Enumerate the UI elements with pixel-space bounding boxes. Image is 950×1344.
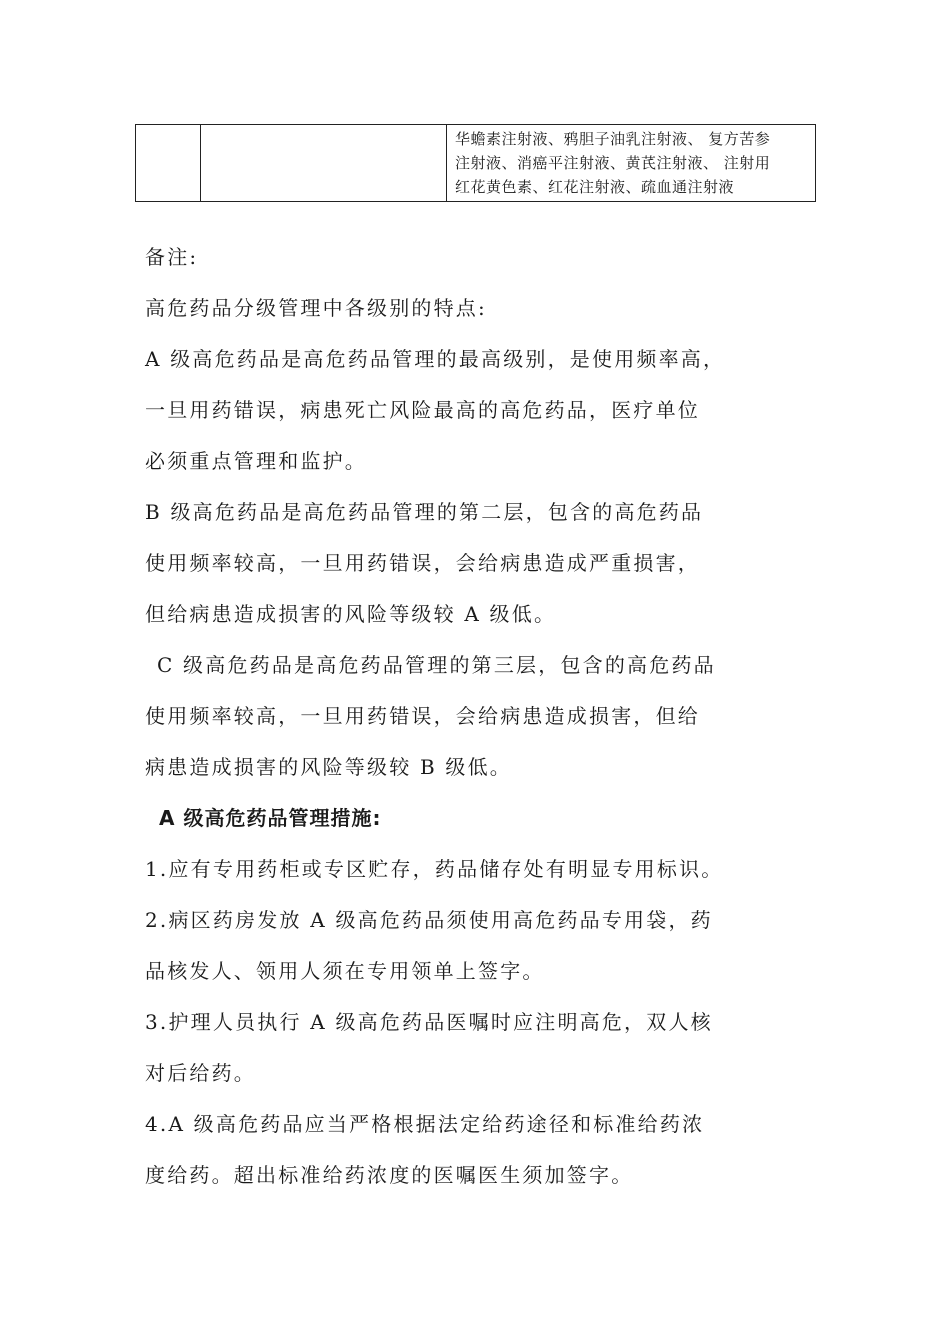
measure-item: 1.应有专用药柜或专区贮存，药品储存处有明显专用标识。 — [145, 857, 724, 881]
level-c-description: C 级高危药品是高危药品管理的第三层，包含的高危药品 — [157, 653, 716, 677]
table-cell-category — [136, 125, 201, 202]
level-a-measures-heading: A 级高危药品管理措施: — [159, 806, 382, 830]
level-c-description: 使用频率较高，一旦用药错误，会给病患造成损害，但给 — [145, 704, 700, 728]
table-cell-drug-list: 华蟾素注射液、鸦胆子油乳注射液、 复方苦参 注射液、消癌平注射液、黄芪注射液、 注射用 红花黄色素、红花注射液、疏血通注射液 — [447, 125, 816, 202]
notes-section — [145, 232, 825, 1201]
notes-heading: 备注: — [145, 245, 199, 269]
table-row — [136, 125, 816, 202]
measure-item: 品核发人、领用人须在专用领单上签字。 — [145, 959, 545, 983]
measure-item: 度给药。超出标准给药浓度的医嘱医生须加签字。 — [145, 1163, 634, 1187]
level-a-description: 必须重点管理和监护。 — [145, 449, 367, 473]
measure-item: 2.病区药房发放 A 级高危药品须使用高危药品专用袋，药 — [145, 908, 713, 932]
measure-item: 3.护理人员执行 A 级高危药品医嘱时应注明高危，双人核 — [145, 1010, 713, 1034]
table-cell-level — [201, 125, 447, 202]
level-a-description: 一旦用药错误，病患死亡风险最高的高危药品，医疗单位 — [145, 398, 700, 422]
level-b-description: B 级高危药品是高危药品管理的第二层，包含的高危药品 — [145, 500, 704, 524]
level-b-description: 但给病患造成损害的风险等级较 A 级低。 — [145, 602, 557, 626]
level-a-description: A 级高危药品是高危药品管理的最高级别，是使用频率高， — [145, 347, 726, 371]
features-heading: 高危药品分级管理中各级别的特点: — [145, 296, 487, 320]
measure-item: 4.A 级高危药品应当严格根据法定给药途径和标准给药浓 — [145, 1112, 705, 1136]
drug-table — [135, 124, 816, 202]
level-c-description: 病患造成损害的风险等级较 B 级低。 — [145, 755, 513, 779]
level-b-description: 使用频率较高，一旦用药错误，会给病患造成严重损害， — [145, 551, 700, 575]
measure-item: 对后给药。 — [145, 1061, 256, 1085]
